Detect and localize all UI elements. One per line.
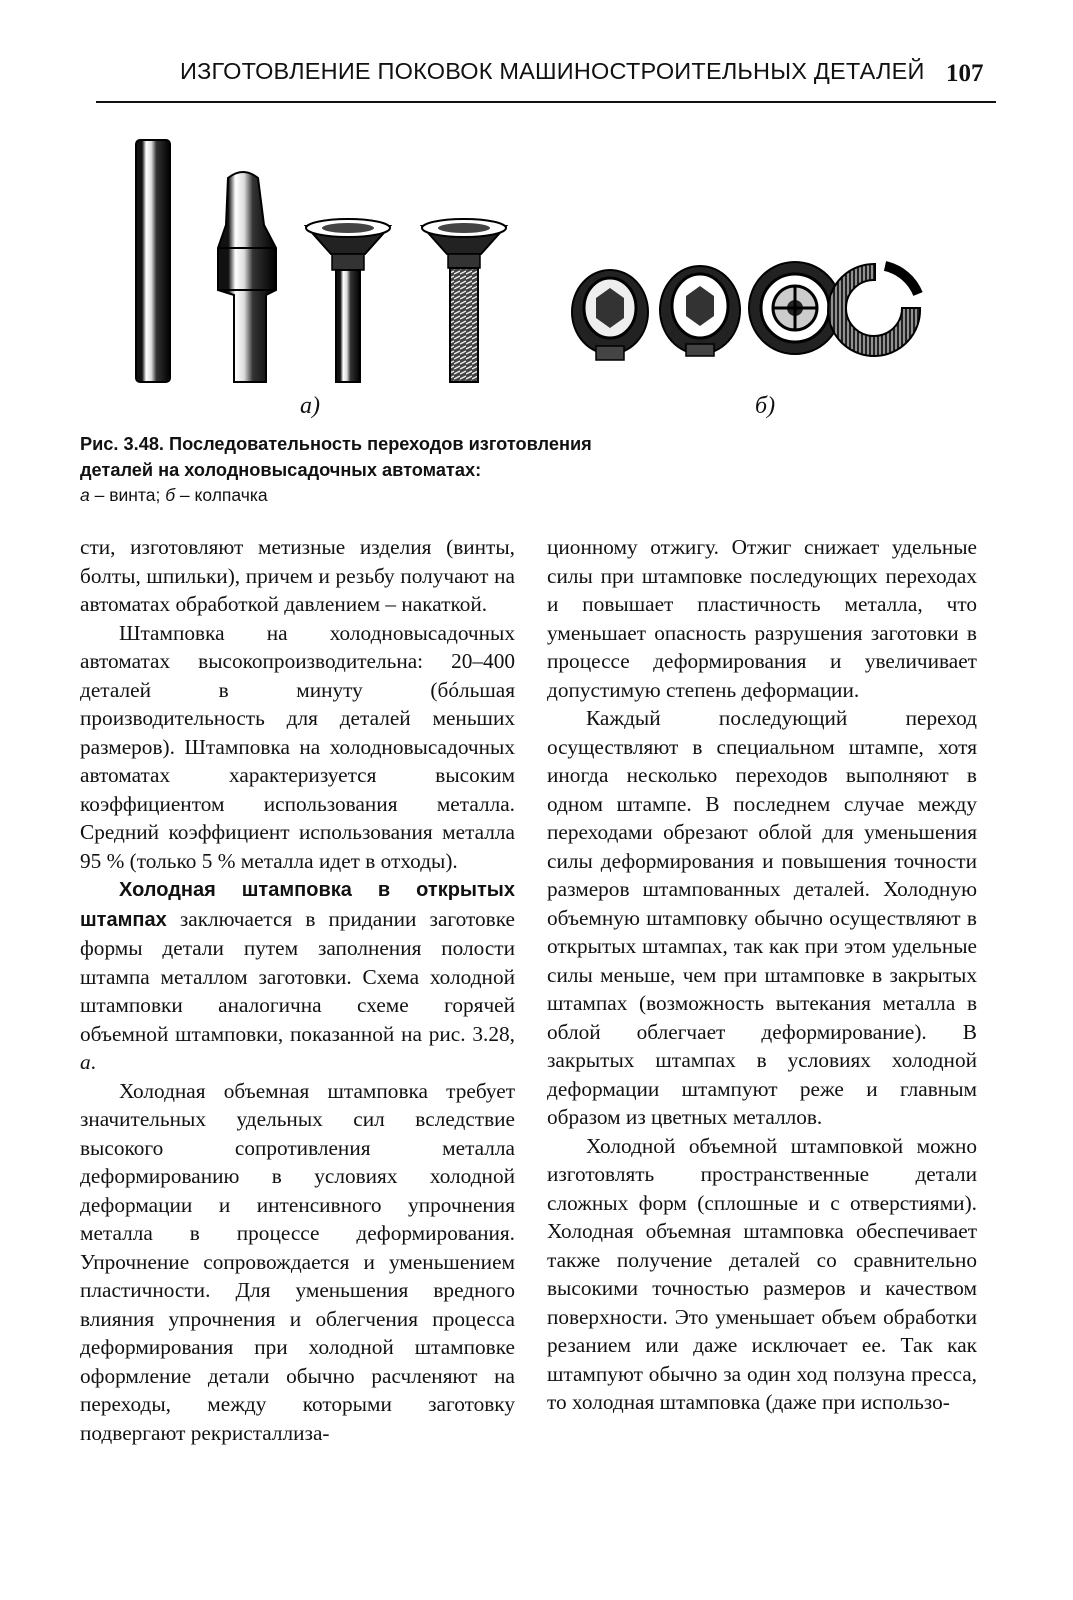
left-paragraph-3-ref: а: [80, 1050, 91, 1074]
panel-label-a: а): [300, 393, 320, 419]
caption-title: Рис. 3.48. Последовательность переходов изготовления деталей на холодновысадочных автоматах:: [80, 434, 592, 480]
left-column: [80, 533, 515, 1447]
term-open-die-cold-stamping: Холодная штамповка в открытых штампах: [80, 879, 515, 931]
running-title: ИЗГОТОВЛЕНИЕ ПОКОВОК МАШИНОСТРОИТЕЛЬНЫХ ДЕТАЛЕЙ: [180, 58, 925, 84]
left-paragraph-3-end: .: [90, 1050, 96, 1074]
threaded-screw: [422, 219, 506, 382]
legend-a-letter: а: [80, 485, 90, 505]
figure-illustration: [130, 130, 930, 430]
headed-blank: [306, 219, 390, 382]
left-paragraph-4: Холодная объемная штамповка требует значительных удельных сил вследствие высокого сопротивления металла деформированию в условиях холодной деформации и интенсивного упрочнения металла в процессе деформирования. Упрочнение сопровождается и уменьшением пластичности. Для уменьшения вредного влияния упрочнения и облегчения процесса деформирования при холодной штамповке оформление детали обычно расчленяют на переходы, между которыми заготовку подвергают рекристаллиза-: [80, 1078, 515, 1445]
left-paragraph-3-text: заключается в придании заготовке формы детали путем заполнения полости штампа металлом заготовки. Схема холодной штамповки аналогична схеме горячей объемной штамповки, показанной на рис. 3.28,: [80, 906, 515, 1046]
cap-stage-4: [828, 258, 926, 356]
caption-legend: [80, 483, 640, 509]
upset-blank: [218, 172, 276, 382]
cap-stage-1: [572, 270, 648, 360]
right-paragraph-1: ционному отжигу. Отжиг снижает удельные силы при штамповке последующих переходах и повышает пластичность металла, что уменьшает опасность разрушения заготовки в процессе деформирования и увеличивает допустимую степень деформации.: [547, 535, 977, 702]
right-paragraph-2: Каждый последующий переход осуществляют в специальном штампе, хотя иногда несколько переходов выполняют в одном штампе. В последнем случае между переходами обрезают облой для уменьшения силы деформирования и повышения точности размеров штампованных деталей. Холодную объемную штамповку обычно осуществляют в открытых штампах, так как при этом удельные силы меньше, чем при штамповке в закрытых штампах (возможность вытекания металла в облой облегчает деформирование). В закрытых штампах в условиях холодной деформации штампуют реже и главным образом из цветных металлов.: [547, 706, 977, 1129]
legend-b-letter: б: [165, 485, 176, 505]
figure-3-48: [130, 130, 930, 430]
cap-stage-2: [660, 266, 740, 356]
right-column: [547, 533, 977, 1417]
legend-a-text: – винта;: [89, 485, 166, 505]
figure-caption: [80, 432, 640, 509]
left-paragraph-1: сти, изготовляют метизные изделия (винты, болты, шпильки), причем и резьбу получают на автоматах обработкой давлением – накаткой.: [80, 535, 515, 616]
right-paragraph-3: Холодной объемной штамповкой можно изготовлять пространственные детали сложных форм (сплошные и с отверстиями). Холодная объемная штамповка обеспечивает также получение деталей со сравнительно высокими точностью размеров и качеством поверхности. Это уменьшает объем обработки резанием или даже исключает ее. Так как штампуют обычно за один ход ползуна пресса, то холодная штамповка (даже при использо-: [547, 1133, 977, 1414]
header-rule: [96, 101, 996, 103]
panel-label-b: б): [755, 393, 776, 419]
left-paragraph-2: Штамповка на холодновысадочных автоматах высокопроизводительна: 20–400 деталей в минуту (бóльшая производительность для деталей меньших размеров). Штамповка на холодновысадочных автоматах характеризуется высоким коэффициентом использования металла. Средний коэффициент использования металла 95 % (только 5 % металла идет в отходы).: [80, 620, 515, 873]
left-paragraph-3: [80, 875, 515, 1077]
legend-b-text: – колпачка: [175, 485, 268, 505]
page-header: [96, 58, 996, 104]
page-number: 107: [946, 60, 984, 87]
blank-rod: [136, 140, 170, 382]
